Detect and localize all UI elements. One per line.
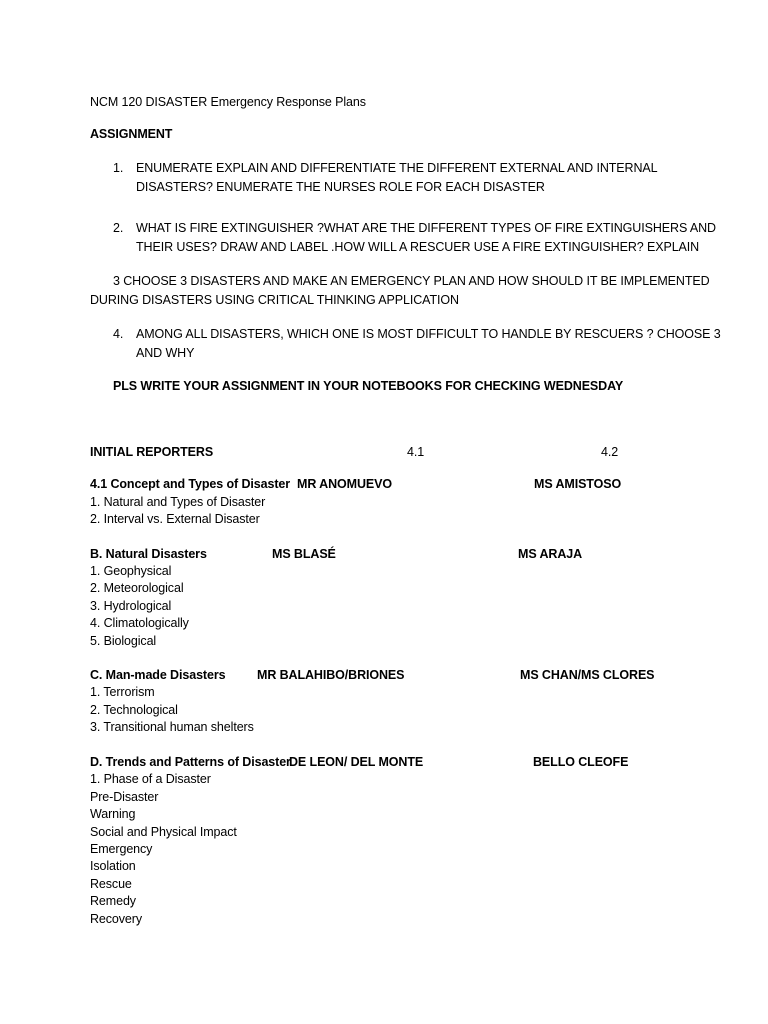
item-1-line-2: DISASTERS? ENUMERATE THE NURSES ROLE FOR EACH DISASTER: [136, 180, 545, 194]
section-item: Pre-Disaster: [90, 790, 159, 804]
item-4-line-2: AND WHY: [136, 346, 195, 360]
item-4-number: 4.: [113, 327, 124, 341]
section-item: Recovery: [90, 912, 142, 926]
item-2-line-2: THEIR USES? DRAW AND LABEL .HOW WILL A RESCUER USE A FIRE EXTINGUISHER? EXPLAIN: [136, 240, 700, 254]
item-2-line-1: WHAT IS FIRE EXTINGUISHER ?WHAT ARE THE DIFFERENT TYPES OF FIRE EXTINGUISHERS AND: [136, 221, 716, 235]
section-item: Warning: [90, 807, 136, 821]
section-item: 3. Transitional human shelters: [90, 720, 254, 734]
section-item: 1. Geophysical: [90, 564, 172, 578]
section-title: B. Natural Disasters: [90, 547, 207, 561]
section-item: 3. Hydrological: [90, 599, 172, 613]
section-item: 4. Climatologically: [90, 616, 189, 630]
document-title: NCM 120 DISASTER Emergency Response Plans: [90, 95, 366, 109]
section-item: 1. Phase of a Disaster: [90, 772, 211, 786]
assignment-heading: ASSIGNMENT: [90, 127, 173, 141]
section-reporter-4-2: BELLO CLEOFE: [533, 755, 629, 769]
reporters-col-4-1: 4.1: [407, 445, 425, 459]
section-item: Emergency: [90, 842, 153, 856]
item-3-line-1: 3 CHOOSE 3 DISASTERS AND MAKE AN EMERGENCY PLAN AND HOW SHOULD IT BE IMPLEMENTED: [113, 274, 710, 288]
item-1-line-1: ENUMERATE EXPLAIN AND DIFFERENTIATE THE DIFFERENT EXTERNAL AND INTERNAL: [136, 161, 658, 175]
section-item: Remedy: [90, 894, 136, 908]
section-item: Rescue: [90, 877, 132, 891]
section-reporter-4-1: DE LEON/ DEL MONTE: [289, 755, 424, 769]
section-item: 1. Natural and Types of Disaster: [90, 495, 266, 509]
section-item: 2. Interval vs. External Disaster: [90, 512, 260, 526]
section-title: 4.1 Concept and Types of Disaster: [90, 477, 290, 491]
reporters-heading: INITIAL REPORTERS: [90, 445, 214, 459]
item-2-number: 2.: [113, 221, 124, 235]
section-item: Social and Physical Impact: [90, 825, 237, 839]
section-reporter-4-2: MS CHAN/MS CLORES: [520, 668, 655, 682]
section-item: Isolation: [90, 859, 136, 873]
section-title: C. Man-made Disasters: [90, 668, 226, 682]
section-reporter-4-2: MS AMISTOSO: [534, 477, 622, 491]
item-3-line-2: DURING DISASTERS USING CRITICAL THINKING APPLICATION: [90, 293, 459, 307]
reporters-col-4-2: 4.2: [601, 445, 619, 459]
item-1-number: 1.: [113, 161, 124, 175]
section-reporter-4-1: MR ANOMUEVO: [297, 477, 392, 491]
section-item: 2. Technological: [90, 703, 178, 717]
section-item: 1. Terrorism: [90, 685, 155, 699]
section-item: 5. Biological: [90, 634, 157, 648]
assignment-note: PLS WRITE YOUR ASSIGNMENT IN YOUR NOTEBOOKS FOR CHECKING WEDNESDAY: [113, 379, 624, 393]
section-reporter-4-1: MR BALAHIBO/BRIONES: [257, 668, 405, 682]
section-title: D. Trends and Patterns of Disaster: [90, 755, 291, 769]
section-item: 2. Meteorological: [90, 581, 184, 595]
section-reporter-4-1: MS BLASÉ: [272, 547, 336, 561]
item-4-line-1: AMONG ALL DISASTERS, WHICH ONE IS MOST DIFFICULT TO HANDLE BY RESCUERS ? CHOOSE 3: [136, 327, 721, 341]
section-reporter-4-2: MS ARAJA: [518, 547, 583, 561]
